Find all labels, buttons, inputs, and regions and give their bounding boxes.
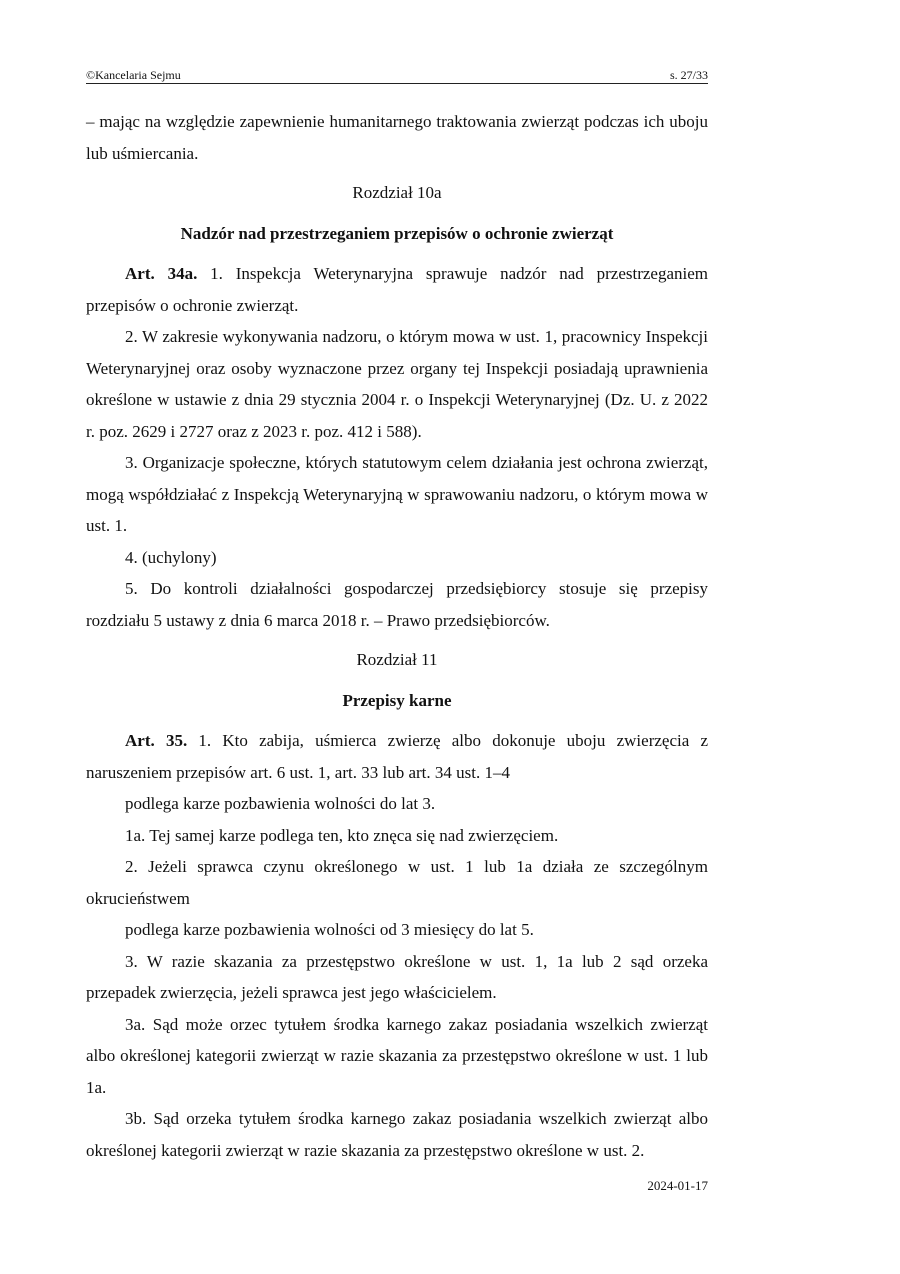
article-35-label: Art. 35.: [125, 731, 188, 750]
header-page-number: s. 27/33: [669, 68, 708, 82]
article-35-para-3: 3. W razie skazania za przestępstwo określone w ust. 1, 1a lub 2 sąd orzeka przepadek zwierzęcia, jeżeli sprawca jest jego właścicielem.: [86, 951, 708, 1002]
paragraph-continuation: – mając na względzie zapewnienie humanitarnego traktowania zwierząt podczas ich uboju lub uśmiercania.: [86, 112, 708, 163]
article-35-para-1-text: 1. Kto zabija, uśmierca zwierzę albo dokonuje uboju zwierzęcia z naruszeniem przepisów art. 6 ust. 1, art. 33 lub art. 34 ust. 1–4: [86, 731, 709, 782]
article-35-para-2: 2. Jeżeli sprawca czynu określonego w ust. 1 lub 1a działa ze szczególnym okrucieństwem: [86, 857, 708, 908]
article-35-para-1: [86, 725, 708, 788]
article-34a-para-1-text: 1. Inspekcja Weterynaryjna sprawuje nadzór nad przestrzeganiem przepisów o ochronie zwierząt.: [86, 264, 708, 315]
chapter-title-11: Przepisy karne: [342, 690, 452, 710]
article-34a-para-2: 2. W zakresie wykonywania nadzoru, o którym mowa w ust. 1, pracownicy Inspekcji Weterynaryjnej oraz osoby wyznaczone przez organy tej Inspekcji posiadają uprawnienia określone w ustawie z dnia 29 stycznia 2004 r. o Inspekcji Weterynaryjnej (Dz. U. z 2022 r. poz. 2629 i 2727 oraz z 2023 r. poz. 412 i 588).: [86, 327, 708, 441]
article-35-para-2-penalty: podlega karze pozbawienia wolności od 3 miesięcy do lat 5.: [125, 920, 534, 939]
article-34a-label: Art. 34a.: [125, 264, 198, 283]
article-34a-para-1: [86, 258, 708, 321]
article-34a-para-5: 5. Do kontroli działalności gospodarczej przedsiębiorcy stosuje się przepisy rozdziału 5 ustawy z dnia 6 marca 2018 r. – Prawo przedsiębiorców.: [86, 579, 708, 630]
chapter-heading-11: Rozdział 11: [356, 650, 438, 669]
chapter-heading-10a: Rozdział 10a: [352, 183, 442, 202]
article-34a-para-4: 4. (uchylony): [125, 547, 217, 567]
page-header: [86, 67, 708, 84]
article-35-para-3a: 3a. Sąd może orzec tytułem środka karnego zakaz posiadania wszelkich zwierząt albo określonej kategorii zwierząt w razie skazania za przestępstwo określone w ust. 1 lub 1a.: [86, 1014, 708, 1097]
document-body: [86, 106, 708, 1166]
article-35-para-1a: 1a. Tej samej karze podlega ten, kto znęca się nad zwierzęciem.: [125, 825, 559, 845]
chapter-title-10a: Nadzór nad przestrzeganiem przepisów o ochronie zwierząt: [180, 223, 614, 243]
header-publisher: ©Kancelaria Sejmu: [86, 68, 181, 82]
article-35-para-1-penalty: podlega karze pozbawienia wolności do lat 3.: [125, 794, 436, 813]
article-35-para-3b: 3b. Sąd orzeka tytułem środka karnego zakaz posiadania wszelkich zwierząt albo określonej kategorii zwierząt w razie skazania za przestępstwo określone w ust. 2.: [86, 1109, 708, 1160]
article-34a-para-3: 3. Organizacje społeczne, których statutowym celem działania jest ochrona zwierząt, mogą współdziałać z Inspekcją Weterynaryjną w sprawowaniu nadzoru, o którym mowa w ust. 1.: [86, 453, 708, 535]
page-footer-date: 2024-01-17: [647, 1178, 708, 1193]
